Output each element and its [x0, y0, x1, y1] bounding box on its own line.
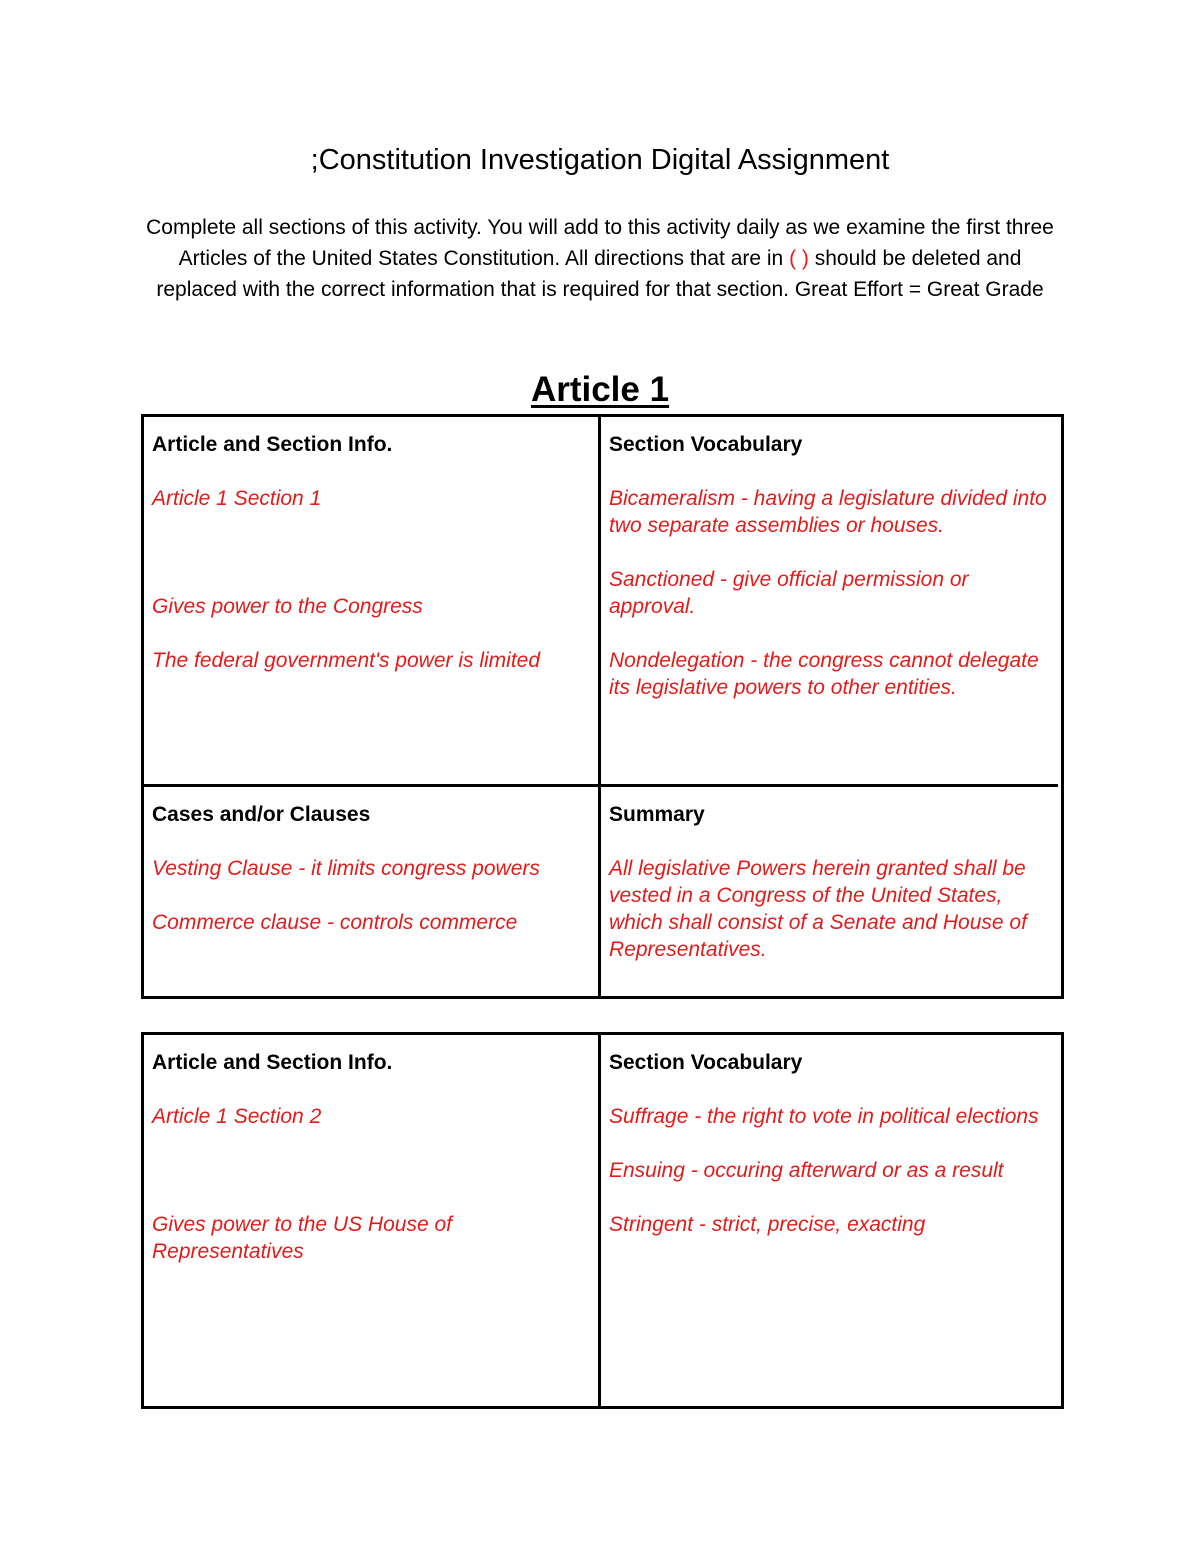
section1-vocabulary-item: Nondelegation - the congress cannot delegate its legislative powers to other entities.: [609, 649, 1039, 699]
section2-info-item: Article 1 Section 2: [152, 1105, 322, 1128]
article-heading: Article 1: [530, 370, 670, 409]
section1-table: [141, 414, 1064, 999]
vocabulary-heading: Section Vocabulary: [609, 1051, 803, 1074]
instructions-paragraph: [140, 212, 1060, 305]
section1-summary-text: All legislative Powers herein granted shall be vested in a Congress of the United States, which shall consist of a Senate and House of Representatives.: [609, 857, 1027, 961]
section1-clause-item: Commerce clause - controls commerce: [152, 911, 518, 934]
section1-info-cell: [144, 417, 601, 787]
section1-info-item: Gives power to the Congress: [152, 595, 423, 618]
section1-clause-item: Vesting Clause - it limits congress powers: [152, 857, 540, 880]
section2-vocabulary-item: Ensuing - occuring afterward or as a result: [609, 1159, 1004, 1182]
section1-vocabulary-item: Sanctioned - give official permission or approval.: [609, 568, 969, 618]
section2-vocabulary-cell: [601, 1035, 1058, 1406]
document-title: ;Constitution Investigation Digital Assignment: [310, 144, 890, 176]
section1-clauses-cell: [144, 787, 601, 996]
section1-info-item: The federal government's power is limited: [152, 649, 541, 672]
info-heading: Article and Section Info.: [152, 1051, 393, 1074]
section2-vocabulary-item: Stringent - strict, precise, exacting: [609, 1213, 926, 1236]
info-heading: Article and Section Info.: [152, 433, 393, 456]
section2-info-item: Gives power to the US House of Representatives: [152, 1213, 452, 1263]
instructions-text-after: should be deleted and replaced with the correct information that is required for that section. Great Effort = Great Grade: [156, 247, 1044, 301]
instructions-text-before: Complete all sections of this activity. You will add to this activity daily as we examine the first three Articles of the United States Constitution. All directions that are in: [146, 216, 1054, 270]
section2-vocabulary-item: Suffrage - the right to vote in political elections: [609, 1105, 1039, 1128]
instructions-parentheses: ( ): [789, 247, 809, 270]
section2-info-cell: [144, 1035, 601, 1406]
section1-info-item: Article 1 Section 1: [152, 487, 322, 510]
vocabulary-heading: Section Vocabulary: [609, 433, 803, 456]
summary-heading: Summary: [609, 803, 705, 826]
section2-table: [141, 1032, 1064, 1409]
section1-vocabulary-cell: [601, 417, 1058, 787]
section1-summary-cell: [601, 787, 1058, 996]
clauses-heading: Cases and/or Clauses: [152, 803, 371, 826]
section1-vocabulary-item: Bicameralism - having a legislature divided into two separate assemblies or houses.: [609, 487, 1047, 537]
